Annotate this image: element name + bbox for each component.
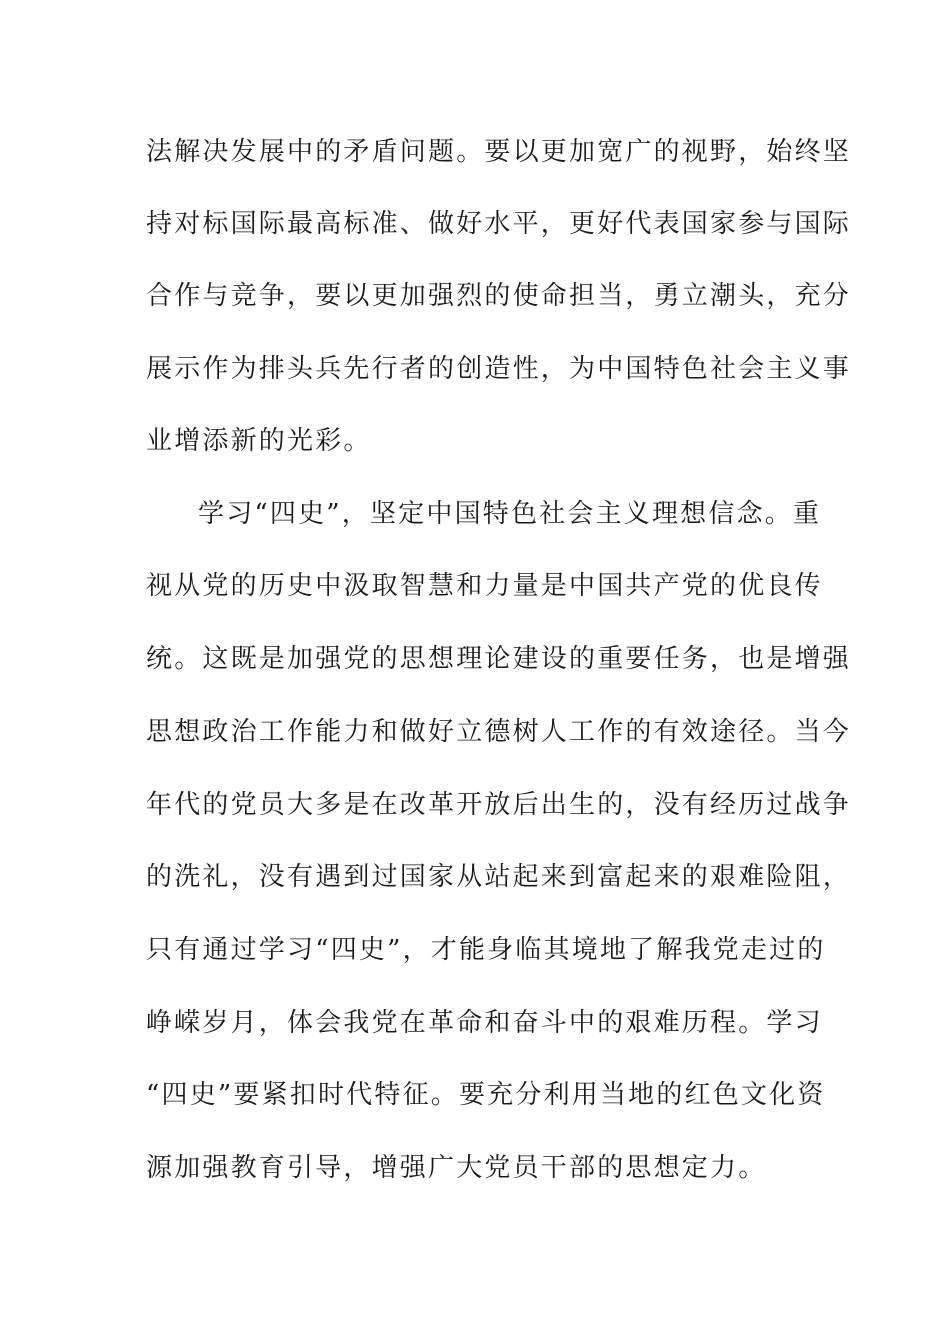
text-line: 业增添新的光彩。: [146, 426, 372, 456]
text-line: 统。这既是加强党的思想理论建设的重要任务，也是增强: [146, 644, 852, 674]
text-line: 学习“四史”，坚定中国特色社会主义理想信念。重: [198, 499, 822, 529]
text-line: “四史”要紧扣时代特征。要充分利用当地的红色文化资: [146, 1080, 826, 1110]
text-line: 源加强教育引导，增强广大党员干部的思想定力。: [146, 1153, 767, 1183]
text-line: 法解决发展中的矛盾问题。要以更加宽广的视野，始终坚: [146, 137, 852, 167]
text-line: 峥嵘岁月，体会我党在革命和奋斗中的艰难历程。学习: [146, 1008, 823, 1038]
text-line: 持对标国际最高标准、做好水平，更好代表国家参与国际: [146, 209, 852, 239]
text-line: 年代的党员大多是在改革开放后出生的，没有经历过战争: [146, 790, 852, 820]
text-line: 只有通过学习“四史”，才能身临其境地了解我党走过的: [146, 935, 826, 965]
text-line: 视从党的历史中汲取智慧和力量是中国共产党的优良传: [146, 571, 823, 601]
text-line: 展示作为排头兵先行者的创造性，为中国特色社会主义事: [146, 354, 852, 384]
text-line: 的洗礼，没有遇到过国家从站起来到富起来的艰难险阻，: [146, 862, 852, 892]
text-line: 合作与竞争，要以更加强烈的使命担当，勇立潮头，充分: [146, 281, 852, 311]
text-line: 思想政治工作能力和做好立德树人工作的有效途径。当今: [146, 717, 852, 747]
